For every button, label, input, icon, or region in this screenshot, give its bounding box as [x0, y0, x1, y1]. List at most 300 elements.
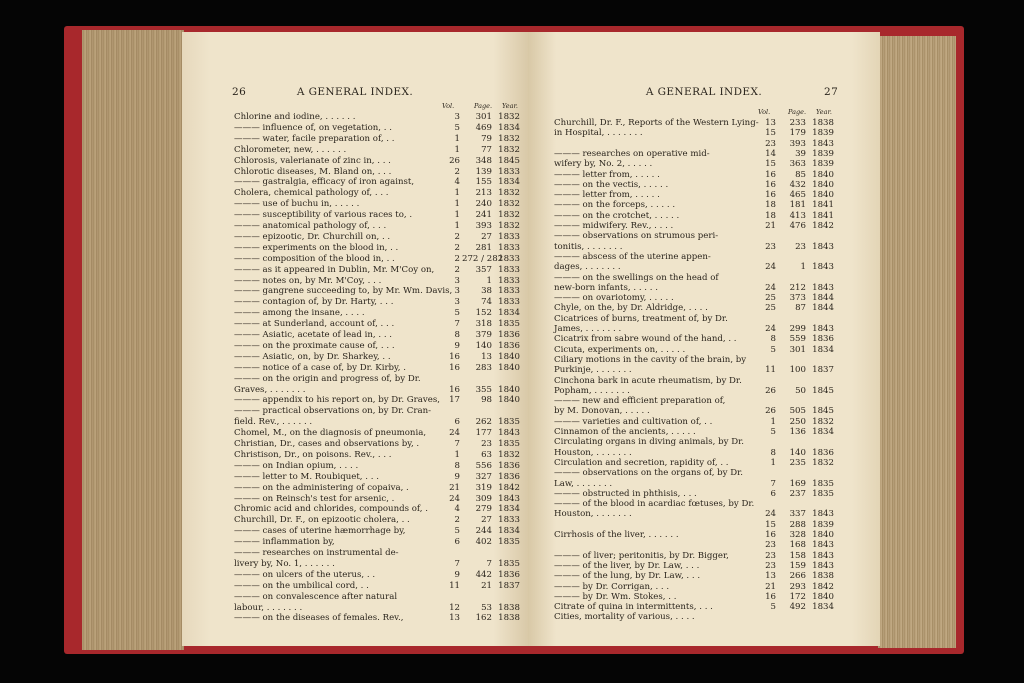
entry-volume: 25: [765, 293, 776, 304]
entry-text: ——— notes on, by Mr. M'Coy, . . .: [234, 275, 382, 286]
entry-year: 1833: [498, 253, 520, 264]
entry-page: 318: [475, 319, 492, 330]
entry-page: 100: [789, 365, 806, 376]
running-head-title: A GENERAL INDEX.: [645, 86, 763, 98]
entry-text: ——— susceptibility of various races to, .: [234, 210, 413, 221]
entry-year: 1840: [812, 190, 834, 201]
entry-page: 476: [789, 221, 806, 231]
index-entry: [234, 450, 520, 461]
entry-volume: 2: [454, 242, 460, 253]
entry-volume: 5: [454, 526, 460, 537]
entry-year: 1838: [812, 118, 834, 128]
index-entry: [554, 334, 834, 344]
index-entry: [554, 273, 834, 283]
col-header-vol: Vol.: [442, 102, 455, 110]
index-entry: [554, 520, 834, 530]
index-entry: [554, 458, 834, 468]
entry-text: Chomel, M., on the diagnosis of pneumonia,: [234, 428, 427, 439]
entry-text: Chyle, on the, by Dr. Aldridge, . . . .: [554, 303, 708, 314]
entry-text: ——— appendix to his report on, by Dr. Graves,: [234, 395, 440, 406]
entry-volume: 4: [454, 177, 460, 188]
index-entry: [234, 123, 520, 134]
entry-volume: 15: [765, 159, 776, 170]
entry-text: Chlorosis, valerianate of zinc in, . . .: [234, 155, 391, 166]
entry-page: 327: [475, 471, 492, 482]
entry-volume: 8: [454, 460, 460, 471]
entry-volume: 16: [765, 169, 776, 180]
entry-year: 1844: [812, 293, 834, 304]
entry-text: Circulation and secretion, rapidity of, . .: [554, 457, 729, 468]
entry-volume: 13: [765, 118, 776, 128]
entry-text: ——— on ovariotomy, . . . . .: [554, 293, 674, 304]
entry-volume: 1: [454, 449, 460, 460]
entry-page: 432: [789, 179, 806, 190]
entry-year: 1835: [498, 558, 520, 569]
entry-volume: 4: [454, 504, 460, 515]
index-entry: [554, 396, 834, 406]
entry-text: Houston, . . . . . . .: [554, 509, 632, 520]
entry-volume: 24: [765, 262, 776, 273]
entry-year: 1840: [498, 351, 520, 362]
index-entry: [234, 319, 520, 330]
entry-text: ——— notice of a case of, by Dr. Kirby, .: [234, 362, 406, 373]
index-entry: [554, 252, 834, 262]
page-edges-right: [878, 36, 956, 648]
entry-year: 1835: [812, 488, 834, 499]
entry-volume: 7: [770, 478, 776, 489]
entry-year: 1841: [812, 200, 834, 211]
entry-year: 1843: [812, 324, 834, 334]
entry-text: dages, . . . . . . .: [554, 262, 621, 273]
entry-volume: 1: [770, 416, 776, 427]
entry-volume: 26: [765, 385, 776, 396]
entry-year: 1845: [812, 406, 834, 417]
entry-text: ——— water, facile preparation of, . .: [234, 133, 395, 144]
entry-text: ——— on the origin and progress of, by Dr.: [234, 373, 421, 384]
entry-volume: 2: [454, 166, 460, 177]
entry-volume: 14: [765, 148, 776, 159]
entry-page: 27: [481, 231, 492, 242]
entry-year: 1845: [812, 385, 834, 396]
entry-volume: 9: [454, 471, 460, 482]
entry-page: 98: [481, 395, 492, 406]
entry-year: 1833: [498, 231, 520, 242]
entry-page: 299: [789, 324, 806, 334]
entry-page: 74: [481, 297, 492, 308]
entry-text: ——— researches on operative mid-: [554, 148, 710, 159]
entry-text: Churchill, Dr. F., Reports of the Western Lying-: [554, 118, 759, 128]
index-entry: [554, 139, 834, 149]
entry-text: Popham, . . . . . . .: [554, 385, 630, 396]
entry-text: ——— on the swellings on the head of: [554, 272, 719, 283]
index-entry: [234, 406, 520, 417]
entry-page: 328: [789, 530, 806, 540]
entry-year: 1843: [812, 540, 834, 551]
entry-year: 1840: [812, 169, 834, 180]
entry-volume: 7: [454, 439, 460, 449]
entry-year: 1843: [812, 138, 834, 149]
entry-text: ——— composition of the blood in, . .: [234, 253, 395, 264]
entry-volume: 1: [454, 133, 460, 144]
index-entry: [554, 159, 834, 169]
entry-page: 393: [789, 138, 806, 149]
entry-page: 63: [481, 449, 492, 460]
index-entry: [234, 374, 520, 385]
entry-text: ——— inflammation by,: [234, 537, 335, 548]
entry-volume: 2: [454, 264, 460, 275]
entry-text: Chlorotic diseases, M. Bland on, . . .: [234, 166, 392, 177]
right-page: [528, 32, 880, 646]
entry-page: 262: [475, 417, 492, 428]
entry-page: 337: [789, 509, 806, 520]
index-entry: [554, 468, 834, 478]
entry-page: 272 / 282: [462, 253, 504, 264]
entry-year: 1834: [812, 344, 834, 355]
entry-text: Chlorine and iodine, . . . . . .: [234, 112, 356, 122]
entry-volume: 2: [454, 515, 460, 526]
entry-volume: 12: [449, 602, 460, 613]
entry-page: 139: [475, 166, 492, 177]
entry-text: ——— obstructed in phthisis, . . .: [554, 488, 697, 499]
entry-text: Churchill, Dr. F., on epizootic cholera, . .: [234, 515, 410, 526]
entry-year: 1839: [812, 128, 834, 139]
entry-year: 1840: [498, 384, 520, 395]
entry-page: 505: [789, 406, 806, 417]
entry-year: 1834: [498, 177, 520, 188]
index-entry: [554, 355, 834, 365]
entry-page: 179: [789, 128, 806, 139]
index-entry: [234, 232, 520, 243]
entry-year: 1832: [812, 416, 834, 427]
entry-page: 301: [789, 344, 806, 355]
entry-text: Law, . . . . . . .: [554, 478, 613, 489]
entry-text: wifery by, No. 2, . . . . .: [554, 159, 653, 170]
entry-text: new-born infants, . . . . .: [554, 282, 658, 293]
entry-page: 7: [486, 558, 492, 569]
entry-year: 1843: [812, 550, 834, 561]
entry-text: ——— by Dr. Corrigan, . . .: [554, 581, 670, 592]
entry-text: Cirrhosis of the liver, . . . . . .: [554, 530, 679, 540]
index-entry: [554, 479, 834, 489]
entry-year: 1844: [812, 303, 834, 314]
entry-volume: 3: [454, 275, 460, 286]
entry-year: 1835: [498, 319, 520, 330]
entry-text: in Hospital, . . . . . . .: [554, 128, 643, 139]
entry-volume: 15: [765, 519, 776, 530]
entry-year: 1836: [498, 471, 520, 482]
entry-page: 283: [475, 362, 492, 373]
entry-volume: 21: [765, 221, 776, 231]
entry-volume: 3: [454, 286, 460, 297]
index-entry: [554, 406, 834, 416]
entry-page: 281: [475, 242, 492, 253]
entry-text: Circulating organs in diving animals, by Dr.: [554, 437, 745, 448]
col-header-page: Page.: [788, 108, 807, 116]
entry-year: 1832: [498, 144, 520, 155]
entry-page: 172: [789, 591, 806, 602]
entry-volume: 9: [454, 340, 460, 351]
entry-year: 1833: [498, 264, 520, 275]
entry-page: 379: [475, 330, 492, 340]
entry-text: Cicatrix from sabre wound of the hand, . .: [554, 334, 737, 345]
col-header-year: Year.: [502, 102, 518, 110]
index-entry: [234, 515, 520, 526]
entry-volume: 8: [454, 330, 460, 340]
col-header-year: Year.: [816, 108, 832, 116]
entry-page: 21: [481, 580, 492, 591]
entry-year: 1840: [812, 530, 834, 540]
index-entry: [554, 314, 834, 324]
entry-text: ——— gastralgia, efficacy of iron against,: [234, 177, 415, 188]
index-entry: [234, 428, 520, 439]
entry-volume: 5: [770, 602, 776, 613]
entry-year: 1832: [498, 199, 520, 210]
entry-text: ——— of the liver, by Dr. Law, . . .: [554, 560, 700, 571]
entry-year: 1834: [498, 504, 520, 515]
entry-volume: 1: [454, 221, 460, 231]
index-entry: [554, 149, 834, 159]
entry-text: ——— on the administering of copaiva, .: [234, 482, 409, 493]
index-entry: [234, 537, 520, 548]
entry-text: ——— contagion of, by Dr. Harty, . . .: [234, 297, 394, 308]
entry-text: Cinchona bark in acute rheumatism, by Dr.: [554, 375, 742, 386]
entry-volume: 11: [765, 365, 776, 376]
entry-text: ——— by Dr. Wm. Stokes, . .: [554, 591, 677, 602]
index-entry: [554, 417, 834, 427]
index-entry: [234, 243, 520, 254]
entry-volume: 3: [454, 112, 460, 122]
entry-page: 169: [789, 478, 806, 489]
index-entry: [554, 376, 834, 386]
entry-page: 177: [475, 428, 492, 439]
entry-text: Cholera, chemical pathology of, . . .: [234, 188, 389, 199]
entry-text: livery by, No. 1, . . . . . .: [234, 558, 335, 569]
entry-year: 1835: [498, 537, 520, 548]
index-entry: [554, 118, 834, 128]
entry-year: 1839: [812, 519, 834, 530]
entry-volume: 25: [765, 303, 776, 314]
entry-text: ——— cases of uterine hæmorrhage by,: [234, 526, 406, 537]
entry-text: ——— on the diseases of females. Rev.,: [234, 613, 404, 624]
entry-year: 1840: [498, 362, 520, 373]
index-entry: [234, 559, 520, 570]
index-entry: [234, 341, 520, 352]
entry-page: 559: [789, 334, 806, 345]
entry-page: 355: [475, 384, 492, 395]
entry-volume: 18: [765, 210, 776, 221]
index-entry: [554, 211, 834, 221]
entry-volume: 7: [454, 558, 460, 569]
entry-text: ——— researches on instrumental de-: [234, 548, 399, 558]
entry-page: 155: [475, 177, 492, 188]
entry-text: Cicuta, experiments on, . . . . .: [554, 344, 686, 355]
index-entry: [234, 494, 520, 505]
index-entry: [554, 128, 834, 138]
index-entry: [554, 242, 834, 252]
entry-year: 1832: [498, 210, 520, 221]
entry-text: ——— as it appeared in Dublin, Mr. M'Coy on,: [234, 264, 435, 275]
entry-text: ——— on Reinsch's test for arsenic, .: [234, 493, 395, 504]
entry-volume: 1: [454, 199, 460, 210]
index-entry: [554, 386, 834, 396]
entry-page: 556: [475, 460, 492, 471]
entry-page: 53: [481, 602, 492, 613]
index-entry: [554, 231, 834, 241]
entry-text: ——— Asiatic, acetate of lead in, . . .: [234, 330, 393, 340]
entry-year: 1843: [812, 262, 834, 273]
entry-volume: 1: [770, 457, 776, 468]
entry-year: 1832: [812, 457, 834, 468]
entry-volume: 1: [454, 188, 460, 199]
index-entry: [554, 602, 834, 612]
entry-volume: 1: [454, 210, 460, 221]
entry-year: 1833: [498, 166, 520, 177]
entry-page: 159: [789, 560, 806, 571]
index-entry: [234, 112, 520, 123]
index-entry: [234, 613, 520, 624]
entry-volume: 24: [765, 282, 776, 293]
entry-page: 136: [789, 427, 806, 437]
index-entry: [554, 221, 834, 231]
entry-year: 1833: [498, 515, 520, 526]
index-entry: [234, 461, 520, 472]
index-entry: [234, 592, 520, 603]
entry-text: James, . . . . . . .: [554, 324, 622, 334]
entry-page: 293: [789, 581, 806, 592]
entry-page: 213: [475, 188, 492, 199]
entry-year: 1834: [812, 427, 834, 437]
entry-page: 319: [475, 482, 492, 493]
entry-text: ——— influence of, on vegetation, . .: [234, 122, 392, 133]
entry-page: 357: [475, 264, 492, 275]
entry-volume: 16: [765, 190, 776, 201]
entry-year: 1838: [498, 602, 520, 613]
entry-text: ——— experiments on the blood in, . .: [234, 242, 399, 253]
index-entry: [554, 180, 834, 190]
entry-page: 301: [475, 112, 492, 122]
index-entry: [554, 303, 834, 313]
entry-volume: 23: [765, 138, 776, 149]
index-entry: [554, 571, 834, 581]
entry-text: ——— of the lung, by Dr. Law, . . .: [554, 571, 701, 582]
index-entry: [234, 483, 520, 494]
entry-page: 168: [789, 540, 806, 551]
entry-volume: 2: [454, 231, 460, 242]
entry-page: 152: [475, 308, 492, 319]
entry-page: 39: [795, 148, 806, 159]
entry-page: 85: [795, 169, 806, 180]
entry-page: 38: [481, 286, 492, 297]
entry-page: 181: [789, 200, 806, 211]
entry-volume: 9: [454, 569, 460, 580]
entry-volume: 24: [765, 509, 776, 520]
entry-page: 348: [475, 155, 492, 166]
entry-text: Chlorometer, new, . . . . . .: [234, 144, 347, 155]
index-entry: [554, 345, 834, 355]
index-entry: [234, 210, 520, 221]
index-entry: [234, 188, 520, 199]
entry-year: 1834: [498, 122, 520, 133]
entry-page: 244: [475, 526, 492, 537]
entry-year: 1845: [498, 155, 520, 166]
entry-page: 373: [789, 293, 806, 304]
entry-year: 1837: [498, 580, 520, 591]
entry-year: 1843: [498, 428, 520, 439]
index-entry: [234, 603, 520, 614]
entry-year: 1834: [498, 526, 520, 537]
index-entry: [554, 365, 834, 375]
entry-page: 288: [789, 519, 806, 530]
entry-year: 1835: [498, 417, 520, 428]
entry-year: 1834: [812, 602, 834, 613]
entry-year: 1833: [498, 297, 520, 308]
entry-text: ——— among the insane, . . . .: [234, 308, 365, 319]
index-entry: [554, 551, 834, 561]
entry-page: 158: [789, 550, 806, 561]
index-entry: [554, 530, 834, 540]
entry-year: 1836: [812, 447, 834, 458]
entry-volume: 21: [449, 482, 460, 493]
entry-year: 1838: [498, 613, 520, 624]
entry-text: ——— on the proximate cause of, . . .: [234, 340, 395, 351]
entry-volume: 24: [765, 324, 776, 334]
entry-volume: 16: [449, 384, 460, 395]
entry-year: 1832: [498, 449, 520, 460]
entry-year: 1832: [498, 188, 520, 199]
index-entry: [554, 190, 834, 200]
entry-volume: 23: [765, 550, 776, 561]
entry-volume: 6: [770, 488, 776, 499]
index-entry: [554, 324, 834, 334]
entry-text: ——— on the forceps, . . . . .: [554, 200, 676, 211]
entry-page: 266: [789, 571, 806, 582]
entry-page: 1: [800, 262, 806, 273]
entry-page: 309: [475, 493, 492, 504]
entry-volume: 7: [454, 319, 460, 330]
entry-text: ——— observations on the organs of, by Dr.: [554, 468, 744, 479]
entry-year: 1836: [498, 569, 520, 580]
index-entry: [234, 363, 520, 374]
entry-volume: 11: [449, 580, 460, 591]
entry-volume: 16: [449, 351, 460, 362]
entry-page: 13: [481, 351, 492, 362]
index-entry: [234, 156, 520, 167]
entry-page: 140: [789, 447, 806, 458]
entry-text: Houston, . . . . . . .: [554, 447, 632, 458]
entry-page: 413: [789, 210, 806, 221]
entry-page: 240: [475, 199, 492, 210]
entry-volume: 6: [454, 537, 460, 548]
entry-page: 469: [475, 122, 492, 133]
page-number: 27: [824, 86, 839, 98]
index-entry: [234, 504, 520, 515]
index-entry: [234, 548, 520, 559]
index-entry: [234, 395, 520, 406]
index-entry: [554, 612, 834, 622]
index-entry: [234, 199, 520, 210]
entry-text: ——— letter from, . . . . .: [554, 169, 660, 180]
index-entry: [234, 570, 520, 581]
index-entry: [554, 427, 834, 437]
entry-year: 1839: [812, 159, 834, 170]
index-entry: [234, 472, 520, 483]
index-entry: [554, 170, 834, 180]
entry-text: ——— on the umbilical cord, . .: [234, 580, 369, 591]
entry-volume: 16: [765, 530, 776, 540]
entry-year: 1832: [498, 112, 520, 122]
entry-year: 1840: [812, 179, 834, 190]
index-entry: [234, 134, 520, 145]
